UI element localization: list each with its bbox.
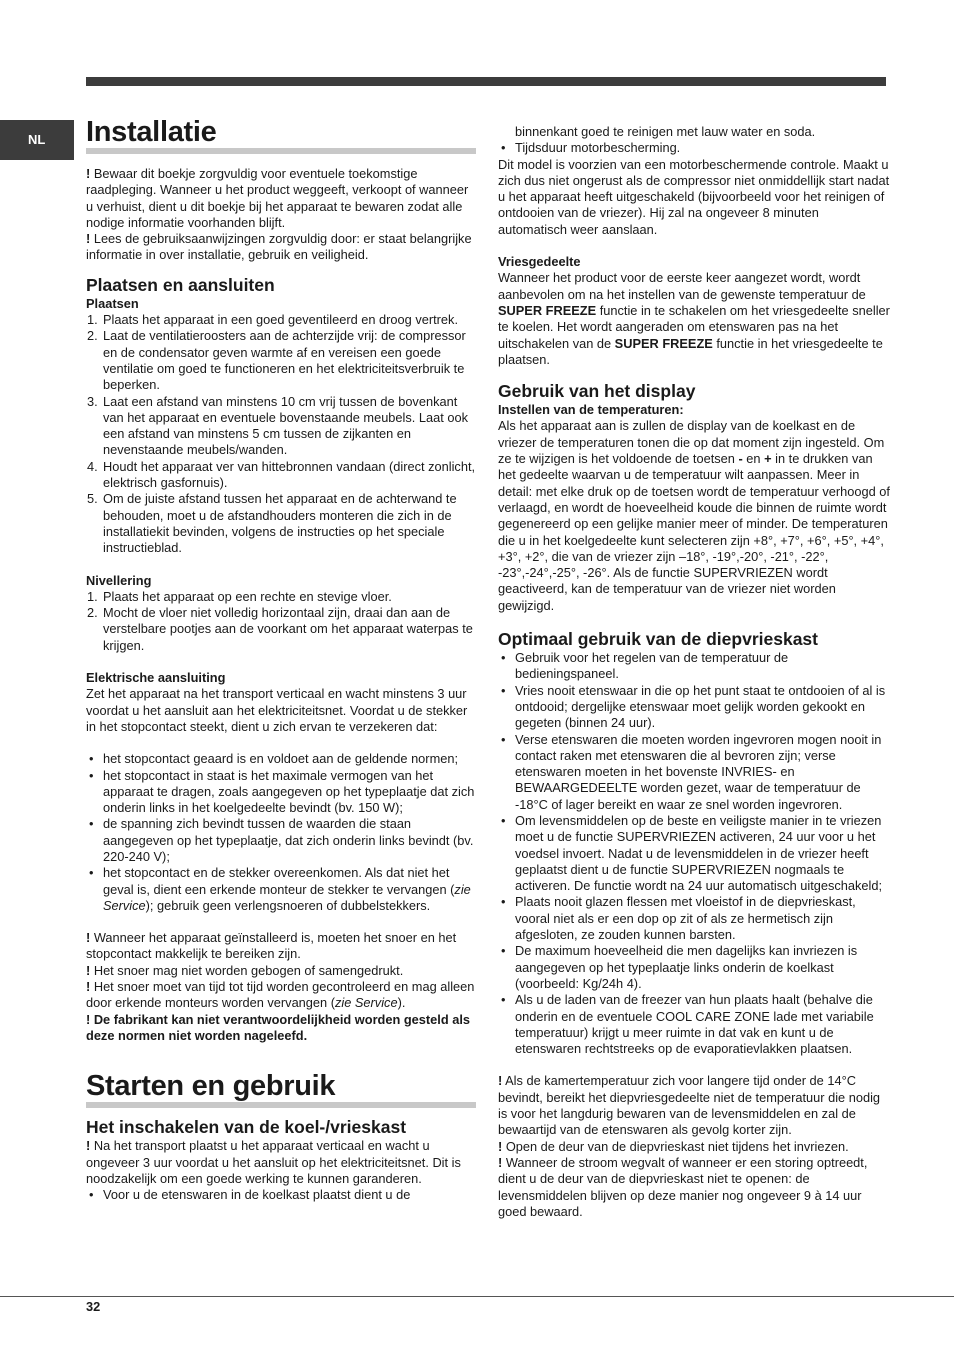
list-item: • Voor u de etenswaren in de koelkast plaatst dient u de xyxy=(89,1187,411,1203)
list-item: 2. Laat de ventilatieroosters aan de achterzijde vrij: de compressor en de condensator geven warmte af en vereisen een goede ventilatie om goed te functioneren en het elektriciteitsverbruik te beperken. xyxy=(87,328,466,393)
left-column xyxy=(86,116,476,1203)
right-column xyxy=(498,124,890,1220)
list-item: • De maximum hoeveelheid die men dagelijks kan invriezen is aangegeven op het typeplaatje links onderin de koelkast (voorbeeld: Kg/24h 4). xyxy=(501,943,858,991)
list-item: • Plaats nooit glazen flessen met vloeistof in de diepvrieskast, vooral niet als er een dop op zit of als ze hermetisch zijn afgesloten, ze zouden kunnen barsten. xyxy=(501,894,856,943)
vries-paragraph: Wanneer het product voor de eerste keer aangezet wordt, wordt aanbevolen om na het instellen van de gewenste temperatuur de SUPER FREEZE functie in te schakelen om het vriesgedeelte sneller te koelen. Het wordt aangeraden om etenswaren pas na het uitschakelen van de SUPER FREEZE functie in het vriesgedeelte te plaatsen. xyxy=(498,270,890,367)
warning-1: ! Wanneer het apparaat geïnstalleerd is, moeten het snoer en het stopcontact makkelijk te bereiken zijn. xyxy=(86,930,457,962)
installatie-title: Installatie xyxy=(86,116,476,154)
list-item: 1. Plaats het apparaat op een rechte en stevige vloer. xyxy=(87,588,392,604)
list-item: • Vries nooit etenswaar in die op het punt staat te ontdooien of al is ontdooid; dergelijke etenswaar moet gelijk worden gekookt en gegeten (binnen 24 uur). xyxy=(501,682,886,731)
intro-paragraph-2: ! Lees de gebruiksaanwijzingen zorgvuldig door: er staat belangrijke informatie in over installatie, gebruik en veiligheid. xyxy=(86,231,472,263)
list-item: 5. Om de juiste afstand tussen het apparaat en de achterwand te behouden, moet u de afstandhouders monteren die zich in de installatiekit bevinden, volgens de instructies op het speciale instructieblad. xyxy=(87,491,457,556)
elektrisch-paragraph: Zet het apparaat na het transport verticaal en wacht minstens 3 uur voordat u het aansluit aan het elektriciteitsnet. Voordat u de stekker in het stopcontact steekt, dient u zich ervan te verzekeren dat: xyxy=(86,686,468,734)
freezer-warning-1: ! Als de kamertemperatuur zich voor langere tijd onder de 14°C bevindt, bereikt het diepvriesgedeelte niet de temperatuur die nodig is voor het langdurig bewaren van de levensmiddelen en zal de bewaartijd van de etenswaren als gevolg korter zijn. xyxy=(498,1073,881,1138)
nivellering-list xyxy=(86,589,476,654)
language-tab: NL xyxy=(0,120,74,160)
warning-3: ! Het snoer moet van tijd tot tijd worden gecontroleerd en mag alleen door erkende monteurs worden vervangen (zie Service). xyxy=(86,979,475,1011)
list-item: • Verse etenswaren die moeten worden ingevroren mogen nooit in contact raken met etenswaren die al bevroren zijn; verse etenswaren moeten in het bovenste INVRIES- en BEWAARGEDEELTE worden gezet, waar de temperatuur de -18°C of lager bereikt en waar ze snel worden ingevroren. xyxy=(501,731,882,812)
footer-rule xyxy=(0,1296,954,1297)
inschakelen-list-start xyxy=(86,1187,476,1203)
freezer-warning-3: ! Wanneer de stroom wegvalt of wanneer er een storing optreedt, dient u de deur van de diepvrieskast niet te openen: de levensmiddelen blijven op deze manier nog ongeveer 9 à 14 uur goed bewaard. xyxy=(498,1154,868,1219)
optimaal-heading: Optimaal gebruik van de diepvrieskast xyxy=(498,629,818,650)
list-item: 3. Laat een afstand van minstens 10 cm vrij tussen de bovenkant van het apparaat en eventuele bovenstaande meubels. Laat ook een afstand van minstens 5 cm tussen de zijkanten en nevenstaande meubels/wanden. xyxy=(87,393,468,458)
vries-subheading: Vriesgedeelte xyxy=(498,254,581,270)
plaatsen-list xyxy=(86,312,476,556)
list-item: • Gebruik voor het regelen van de temperatuur de bedieningspaneel. xyxy=(501,650,789,682)
inschakelen-paragraph: ! Na het transport plaatst u het apparaat verticaal en wacht u ongeveer 3 uur voordat u het aansluit op het elektriciteitsnet. Dit is noodzakelijk om een goede werking te kunnen garanderen. xyxy=(86,1138,461,1186)
list-item: binnenkant goed te reinigen met lauw water en soda. xyxy=(515,124,816,139)
nivellering-subheading: Nivellering xyxy=(86,572,152,588)
list-item: • het stopcontact geaard is en voldoet aan de geldende normen; xyxy=(89,751,459,767)
motor-paragraph: Dit model is voorzien van een motorbeschermende controle. Maakt u zich dus niet ongerust als de compressor niet onmiddellijk start nadat u het apparaat heeft uitgeschakeld (bijvoorbeeld voor het reinigen of ontdooien van de vriezer). Hij zal na ongeveer 8 minuten automatisch weer aanslaan. xyxy=(498,156,890,237)
inschakelen-heading: Het inschakelen van de koel-/vrieskast xyxy=(86,1117,407,1138)
elektrisch-list xyxy=(86,751,476,914)
warning-2: ! Het snoer mag niet worden gebogen of samengedrukt. xyxy=(86,962,404,978)
page-number: 32 xyxy=(86,1299,101,1314)
list-item: • Om levensmiddelen op de beste en veiligste manier in te vriezen moet u de functie SUPERVRIEZEN activeren, 24 uur voor u het voedsel invoert. Nadat u de levensmiddelen in de vriezer heeft geplaatst dient u de functie SUPERVRIEZEN nogmaals te activeren. De functie wordt na 24 uur automatisch uitgeschakeld; xyxy=(501,812,883,894)
display-heading: Gebruik van het display xyxy=(498,381,696,402)
freezer-warning-2: ! Open de deur van de diepvrieskast niet tijdens het invriezen. xyxy=(498,1138,849,1154)
optimaal-list xyxy=(498,650,890,1057)
intro-paragraph-1: ! Bewaar dit boekje zorgvuldig voor eventuele toekomstige raadpleging. Wanneer u het product weggeeft, verkoopt of wanneer u verhuist, dient u dit boekje bij het apparaat te bewaren zodat alle nodige informatie voorhanden blijft. xyxy=(86,166,469,230)
starten-title: Starten en gebruik xyxy=(86,1070,476,1108)
list-item: • het stopcontact en de stekker overeenkomen. Als dat niet het geval is, dient een erkende monteur de stekker te vervangen (zie Service); gebruik geen verlengsnoeren of dubbelstekkers. xyxy=(89,865,471,913)
list-item: • het stopcontact in staat is het maximale vermogen van het apparaat te dragen, zoals aangegeven op het typeplaatje dat zich onderin links in het koelgedeelte bevindt (bv. 150 W); xyxy=(89,767,475,816)
list-item: 2. Mocht de vloer niet volledig horizontaal zijn, draai dan aan de verstelbare pootjes aan de voorkant om het apparaat waterpas te krijgen. xyxy=(87,605,473,653)
inschakelen-list-continued xyxy=(498,124,890,157)
list-item: • Als u de laden van de freezer van hun plaats haalt (behalve die onderin en de eventuele COOL CARE ZONE lade met variabile temperatuur) krijgt u meer ruimte in dat vak en kunt u de etenswaren rechtstreeks op de evaporatievlakken plaatsen. xyxy=(501,992,874,1057)
elektrisch-subheading: Elektrische aansluiting xyxy=(86,670,226,686)
display-paragraph: Als het apparaat aan is zullen de display van de koelkast en de vriezer de temperaturen tonen die op dat moment zijn ingesteld. Om ze te wijzigen is het voldoende de toetsen - en + in te drukken van het gedeelte waarvan u de temperatuur wilt aanpassen. Meer in detail: met elke druk op de toetsen wordt de temperatuur verhoogd of verlaagd, en wordt de hoeveelheid koude die binnen de ruimte wordt gegenereerd op een gelijke manier meer of minder. De temperaturen die u in het koelgedeelte kunt selecteren zijn +8°, +7°, +6°, +5°, +4°, +3°, +2°, die van de vriezer zijn –18°, -19°,-20°, -21°, -22°, -23°,-24°,-25°, -26°. Als de functie SUPERVRIEZEN wordt geactiveerd, kan de temperatuur van de vriezer niet worden gewijzigd. xyxy=(498,418,890,613)
list-item: 1. Plaats het apparaat in een goed geventileerd en droog vertrek. xyxy=(87,312,459,328)
list-item: • Tijdsduur motorbescherming. xyxy=(501,140,681,156)
top-rule xyxy=(86,77,886,86)
plaatsen-subheading: Plaatsen xyxy=(86,295,139,311)
warning-4: ! De fabrikant kan niet verantwoordelijkheid worden gesteld als deze normen niet worden nageleefd. xyxy=(86,1011,471,1043)
list-item: 4. Houdt het apparaat ver van hittebronnen vandaan (direct zonlicht, elektrisch gasfornuis). xyxy=(87,458,476,491)
plaatsen-heading: Plaatsen en aansluiten xyxy=(86,274,275,295)
list-item: • de spanning zich bevindt tussen de waarden die staan aangegeven op het typeplaatje, dat zich onderin links bevindt (bv. 220-240 V); xyxy=(89,816,474,864)
display-subheading: Instellen van de temperaturen: xyxy=(498,402,684,418)
